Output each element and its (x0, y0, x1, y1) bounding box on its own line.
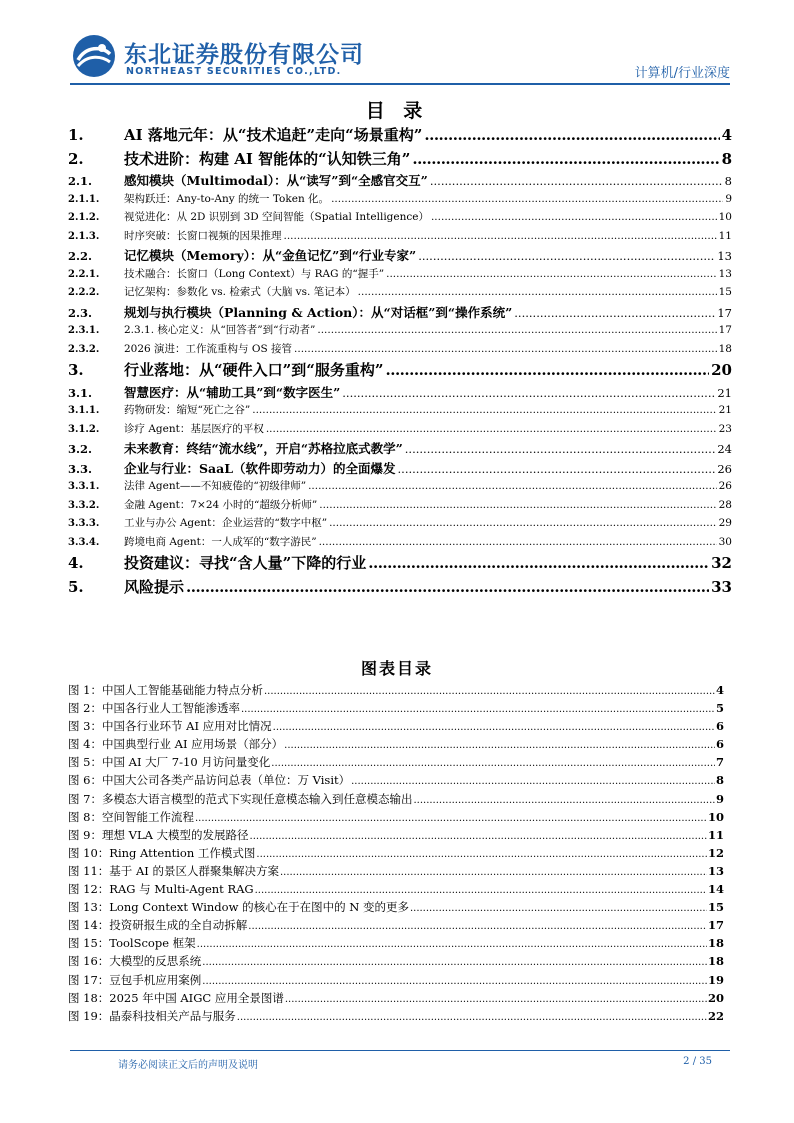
toc-entry-page: 29 (718, 517, 732, 529)
figure-entry-title: 晶泰科技相关产品与服务 (109, 1008, 236, 1023)
toc-leader (412, 150, 719, 168)
figure-entry[interactable] (68, 700, 724, 718)
toc-entry-title: 记忆架构：参数化 vs. 检索式（大脑 vs. 笔记本） (124, 286, 356, 298)
toc-leader (331, 193, 723, 205)
toc-entry-title: 技术融合：长窗口（Long Context）与 RAG 的“握手” (124, 267, 385, 280)
toc-entry[interactable] (68, 402, 732, 421)
figure-leader (255, 885, 707, 896)
toc-entry-number: 3.1.1. (68, 405, 100, 416)
toc-entry-number: 2.2.2. (68, 287, 100, 298)
figure-entry-title: 中国各行业人工智能渗透率 (101, 701, 240, 716)
toc-leader (329, 517, 717, 529)
figure-entry-page: 18 (707, 936, 724, 951)
northeast-securities-logo-icon (72, 34, 116, 78)
figure-entry[interactable] (68, 917, 724, 935)
company-name-en: NORTHEAST SECURITIES CO.,LTD. (126, 66, 342, 77)
toc-entry-title: 未来教育：终结“流水线”，开启“苏格拉底式教学” (124, 441, 403, 456)
toc-entry-number: 3.3.1. (68, 481, 100, 492)
figure-entry[interactable] (68, 990, 724, 1008)
figure-entry[interactable] (68, 682, 724, 700)
figure-entry-page: 7 (715, 755, 724, 770)
figure-entry-page: 6 (715, 737, 724, 752)
figure-entry-page: 15 (707, 900, 724, 915)
toc-entry[interactable] (68, 534, 732, 553)
toc-entry[interactable] (68, 148, 732, 172)
toc-entry[interactable] (68, 303, 732, 323)
toc-entry-title: 金融 Agent：7×24 小时的“超级分析师” (124, 498, 318, 511)
figure-entry-page: 8 (715, 773, 724, 788)
figure-entry[interactable] (68, 754, 724, 772)
figure-entry-page: 9 (715, 791, 724, 806)
toc-entry-number: 2.2. (68, 249, 93, 263)
toc-leader (386, 268, 717, 280)
toc-entry-page: 26 (718, 480, 732, 492)
toc-entry[interactable] (68, 359, 732, 383)
toc-leader (284, 230, 717, 242)
toc-entry-title: AI 落地元年：从“技术追赶”走向“场景重构” (124, 126, 423, 144)
toc-entry-page: 10 (718, 211, 732, 223)
toc-entry-title: 架构跃迁：Any-to-Any 的统一 Token 化。 (124, 192, 330, 205)
toc-entry-title: 药物研发：缩短“死亡之谷” (124, 404, 251, 416)
toc-entry-title: 时序突破：长窗口视频的因果推理 (124, 229, 282, 242)
toc-entry-title: 规划与执行模块（Planning & Action）：从“对话框”到“操作系统” (124, 304, 513, 320)
toc-entry-page: 20 (711, 361, 732, 379)
figure-entry-page: 14 (707, 882, 724, 897)
toc-entry-title: 法律 Agent——不知疲倦的“初级律师” (124, 480, 307, 492)
figure-entry-page: 4 (715, 683, 724, 697)
figure-leader (351, 776, 715, 787)
toc-entry[interactable] (68, 576, 732, 600)
figure-leader (413, 795, 715, 806)
toc-entry-title: 风险提示 (124, 577, 185, 596)
figure-entry-label: 图 9： (68, 827, 102, 842)
figure-entry-page: 19 (707, 972, 724, 987)
figure-entry-label: 图 13： (68, 900, 110, 915)
figure-entry[interactable] (68, 881, 724, 899)
toc-entry-number: 2.3.2. (68, 343, 100, 355)
toc-entry[interactable] (68, 228, 732, 247)
toc-entry-page: 17 (718, 324, 732, 336)
toc-entry-number: 4. (68, 554, 84, 572)
toc-entry[interactable] (68, 322, 732, 341)
toc-entry-title: 工业与办公 Agent：企业运营的“数字中枢” (124, 517, 328, 529)
figure-entry-label: 图 11： (68, 863, 110, 878)
toc-leader (266, 423, 717, 435)
toc-entry-page: 32 (711, 554, 732, 572)
figure-entry-label: 图 3： (68, 719, 102, 734)
toc-entry[interactable] (68, 171, 732, 191)
toc-entry-title: 2.3.1. 核心定义：从“回答者”到“行动者” (124, 324, 316, 336)
figure-entry-title: 多模态大语言模型的范式下实现任意模态输入到任意模态输出 (101, 791, 413, 806)
toc-entry-page: 8 (724, 174, 732, 188)
toc-entry[interactable] (68, 552, 732, 576)
toc-entry[interactable] (68, 478, 732, 497)
figure-leader (202, 976, 707, 987)
figure-entry-label: 图 16： (68, 954, 110, 969)
toc-entry-page: 17 (717, 305, 732, 320)
figure-entry[interactable] (68, 845, 724, 863)
toc-leader (431, 211, 717, 223)
figure-entry-label: 图 8： (68, 809, 102, 824)
toc-entry-title: 技术进阶：构建 AI 智能体的“认知铁三角” (124, 149, 411, 168)
toc-leader (358, 286, 717, 298)
toc-entry-page: 24 (717, 442, 732, 456)
toc-entry-page: 23 (718, 422, 732, 435)
toc-entry-title: 诊疗 Agent：基层医疗的平权 (124, 422, 264, 435)
figure-entry[interactable] (68, 772, 724, 790)
figure-entry[interactable] (68, 1008, 724, 1026)
table-of-contents (68, 124, 732, 599)
toc-entry-page: 30 (718, 535, 732, 548)
figure-entry-label: 图 15： (68, 936, 110, 951)
toc-leader (424, 126, 719, 144)
toc-entry-page: 8 (721, 149, 732, 168)
figure-entry-page: 22 (707, 1008, 724, 1023)
toc-entry-number: 2.1. (68, 174, 93, 188)
toc-entry[interactable] (68, 515, 732, 534)
footer-divider (70, 1050, 730, 1051)
figure-entry[interactable] (68, 736, 724, 754)
figure-entry[interactable] (68, 935, 724, 953)
figure-entry-title: ToolScope 框架 (109, 936, 196, 951)
toc-entry[interactable] (68, 421, 732, 440)
figure-entry-page: 13 (707, 863, 724, 878)
toc-leader (418, 249, 715, 263)
figure-leader (248, 921, 707, 932)
toc-entry-number: 2.1.1. (68, 193, 100, 205)
figure-entry[interactable] (68, 863, 724, 881)
toc-entry-number: 3.1.2. (68, 423, 100, 435)
toc-heading: 目 录 (365, 100, 429, 122)
toc-entry[interactable] (68, 209, 732, 228)
figure-entry-title: 中国典型行业 AI 应用场景（部分） (101, 737, 284, 752)
toc-leader (342, 386, 715, 400)
figure-entry[interactable] (68, 791, 724, 809)
figure-leader (256, 849, 707, 860)
toc-leader (317, 324, 716, 336)
toc-leader (319, 499, 716, 511)
figure-entry[interactable] (68, 718, 724, 736)
toc-entry-page: 26 (717, 461, 732, 476)
toc-entry-number: 3.1. (68, 385, 93, 400)
toc-entry-number: 3.3.4. (68, 536, 100, 548)
toc-entry-page: 33 (711, 577, 732, 596)
figure-entry-title: 中国大公司各类产品访问总表（单位：万 Visit） (101, 773, 351, 788)
figure-entry-title: 大模型的反思系统 (109, 954, 202, 969)
figure-entry-label: 图 6： (68, 773, 102, 788)
toc-leader (430, 174, 723, 188)
figure-entry-title: Ring Attention 工作模式图 (109, 845, 256, 860)
figure-entry-page: 11 (707, 827, 724, 842)
toc-entry-page: 21 (718, 404, 732, 416)
toc-entry-page: 11 (718, 229, 732, 242)
figure-entry-page: 20 (707, 990, 724, 1005)
toc-entry-number: 2.3.1. (68, 325, 100, 336)
figure-leader (264, 686, 715, 697)
toc-leader (405, 442, 716, 456)
toc-leader (398, 462, 716, 476)
figure-entry[interactable] (68, 953, 724, 971)
figure-entry-title: 理想 VLA 大模型的发展路径 (101, 827, 249, 842)
toc-leader (319, 536, 717, 548)
toc-entry-title: 智慧医疗：从“辅助工具”到“数字医生” (124, 384, 341, 400)
figure-entry[interactable] (68, 972, 724, 990)
figure-entry-title: 中国人工智能基础能力特点分析 (101, 683, 263, 697)
toc-entry-number: 2.1.2. (68, 212, 100, 223)
toc-entry-title: 跨境电商 Agent：一人成军的“数字游民” (124, 535, 317, 548)
disclaimer-note: 请务必阅读正文后的声明及说明 (118, 1060, 258, 1071)
toc-entry[interactable] (68, 191, 732, 210)
figure-entry-label: 图 4： (68, 737, 102, 752)
toc-entry-title: 记忆模块（Memory）：从“金鱼记忆”到“行业专家” (124, 248, 417, 263)
figure-entry-title: 2025 年中国 AIGC 应用全景图谱 (109, 990, 284, 1005)
figure-entry-title: 豆包手机应用案例 (109, 972, 202, 987)
report-type: 计算机/行业深度 (634, 66, 730, 81)
figure-list (68, 682, 724, 1026)
figure-leader (273, 722, 715, 733)
figure-entry-title: Long Context Window 的核心在于在图中的 N 变的更多 (109, 900, 409, 915)
figure-entry-label: 图 5： (68, 755, 102, 770)
toc-entry-page: 18 (718, 342, 732, 355)
figure-entry-label: 图 19： (68, 1008, 110, 1023)
toc-entry-page: 13 (718, 267, 732, 280)
toc-entry[interactable] (68, 284, 732, 303)
figure-entry-page: 17 (707, 918, 724, 933)
toc-entry[interactable] (68, 341, 732, 360)
figure-leader (250, 831, 707, 842)
toc-entry-page: 13 (717, 249, 732, 263)
figure-entry-label: 图 7： (68, 791, 102, 806)
toc-entry-number: 1. (68, 126, 84, 144)
figure-leader (271, 758, 715, 769)
figure-entry-label: 图 14： (68, 918, 110, 933)
figure-entry[interactable] (68, 899, 724, 917)
figure-leader (197, 939, 707, 950)
figure-entry-page: 6 (715, 719, 724, 734)
figure-entry-label: 图 12： (68, 882, 110, 897)
figure-leader (195, 813, 707, 824)
toc-entry-number: 5. (68, 577, 84, 596)
toc-entry-page: 28 (718, 498, 732, 511)
figure-leader (202, 957, 707, 968)
toc-entry-title: 视觉进化：从 2D 识别到 3D 空间智能（Spatial Intelligence） (124, 211, 429, 223)
page-number: 2 / 35 (683, 1056, 712, 1067)
figure-entry-title: 中国 AI 大厂 7-10 月访问量变化 (101, 755, 271, 770)
toc-entry-number: 3.3. (68, 461, 93, 476)
figure-entry-label: 图 10： (68, 845, 110, 860)
figure-entry-page: 12 (707, 845, 724, 860)
toc-entry-number: 2.1.3. (68, 230, 100, 242)
figure-leader (237, 1012, 707, 1023)
header-divider (70, 83, 730, 85)
toc-entry-page: 9 (725, 192, 732, 205)
toc-entry-page: 15 (718, 286, 732, 298)
toc-entry-number: 3. (68, 361, 84, 379)
figure-entry-page: 18 (707, 954, 724, 969)
toc-leader (186, 578, 709, 596)
toc-entry[interactable] (68, 124, 732, 148)
toc-entry-page: 4 (721, 126, 732, 144)
toc-entry-number: 3.3.3. (68, 518, 100, 529)
figure-entry-label: 图 17： (68, 972, 110, 987)
toc-leader (386, 361, 710, 379)
toc-leader (308, 480, 717, 492)
toc-entry-number: 2.3. (68, 305, 93, 320)
figure-leader (285, 994, 707, 1005)
toc-leader (252, 404, 716, 416)
toc-entry-title: 2026 演进：工作流重构与 OS 接管 (124, 342, 293, 355)
figure-entry-title: 基于 AI 的景区人群聚集解决方案 (109, 863, 279, 878)
toc-entry[interactable] (68, 246, 732, 266)
toc-leader (514, 306, 715, 320)
figure-entry-title: 投资研报生成的全自动拆解 (109, 918, 248, 933)
figure-entry-page: 10 (707, 809, 724, 824)
figure-entry-label: 图 2： (68, 701, 102, 716)
figure-entry-title: RAG 与 Multi-Agent RAG (109, 882, 254, 897)
figure-entry[interactable] (68, 827, 724, 845)
toc-leader (294, 343, 717, 355)
figure-entry-title: 中国各行业环节 AI 应用对比情况 (101, 719, 272, 734)
figure-leader (241, 704, 715, 715)
toc-entry-title: 投资建议：寻找“含人量”下降的行业 (124, 554, 367, 572)
figure-entry-page: 5 (715, 701, 724, 716)
toc-entry-title: 企业与行业：SaaL（软件即劳动力）的全面爆发 (124, 460, 396, 476)
toc-entry[interactable] (68, 459, 732, 479)
company-name-cn: 东北证券股份有限公司 (124, 42, 364, 68)
toc-entry-number: 2. (68, 149, 84, 168)
toc-entry[interactable] (68, 497, 732, 516)
figure-leader (284, 740, 715, 751)
toc-entry[interactable] (68, 439, 732, 459)
page-header (0, 0, 794, 90)
toc-leader (368, 554, 709, 572)
toc-entry[interactable] (68, 383, 732, 403)
figure-leader (280, 867, 707, 878)
toc-entry-number: 3.3.2. (68, 499, 100, 511)
toc-entry-number: 3.2. (68, 442, 93, 456)
figure-entry-label: 图 1： (68, 683, 102, 697)
toc-entry-number: 2.2.1. (68, 268, 100, 280)
toc-entry[interactable] (68, 266, 732, 285)
toc-entry-page: 21 (717, 385, 732, 400)
figure-entry[interactable] (68, 809, 724, 827)
figure-list-heading: 图表目录 (360, 659, 433, 678)
figure-entry-label: 图 18： (68, 990, 110, 1005)
figure-leader (410, 903, 707, 914)
figure-entry-title: 空间智能工作流程 (101, 809, 194, 824)
toc-entry-title: 行业落地：从“硬件入口”到“服务重构” (124, 361, 384, 379)
toc-entry-title: 感知模块（Multimodal）：从“读写”到“全感官交互” (124, 173, 428, 188)
